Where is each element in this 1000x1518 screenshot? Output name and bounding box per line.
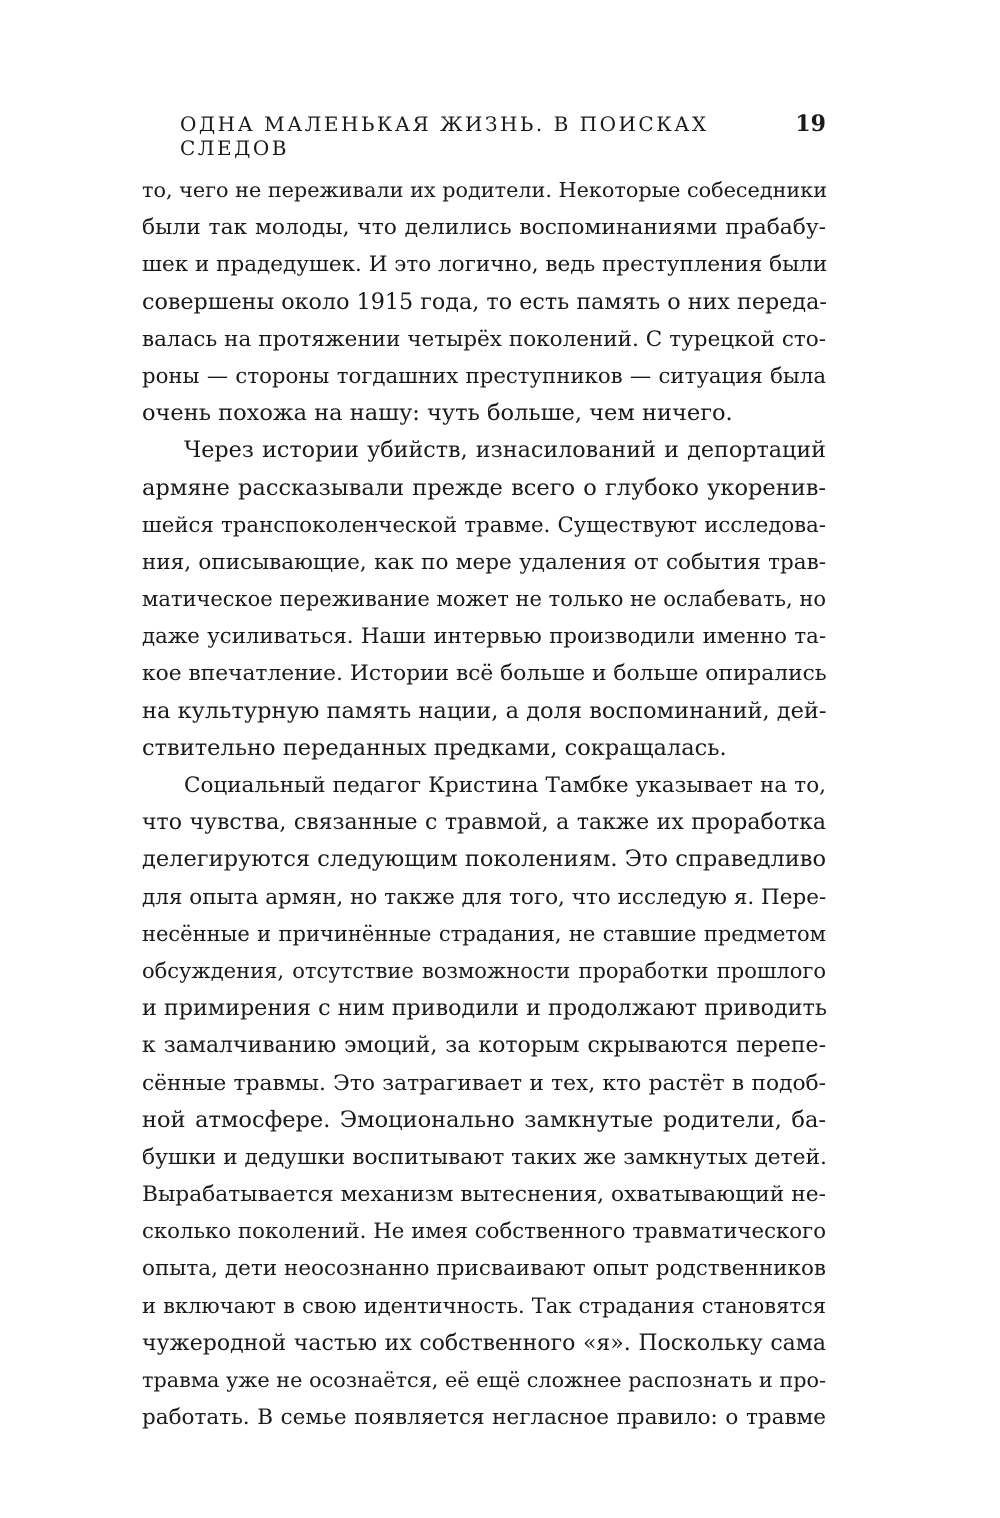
text-line: валась на протяжении четырёх поколений. С турецкой сто- [142,326,826,352]
text-line: сённые травмы. Это затрагивает и тех, кто растёт в подоб- [142,1070,826,1096]
text-line: то, чего не переживали их родители. Некоторые собеседники [142,178,828,202]
text-line: шейся транспоколенческой травме. Существуют исследова- [142,512,826,538]
text-line: делегируются следующим поколениям. Это справедливо [142,846,826,873]
text-line: совершены около 1915 года, то есть память о них переда- [142,288,827,315]
text-line: бушки и дедушки воспитывают таких же замкнутых детей. [142,1144,827,1170]
text-line: очень похожа на нашу: чуть больше, чем ничего. [142,400,733,427]
text-line: и включают в свою идентичность. Так страдания становятся [142,1293,826,1318]
text-line: для опыта армян, но также для того, что исследую я. Пере- [142,884,827,910]
text-line: роны — стороны тогдашних преступников — ситуация была [142,363,826,389]
text-line: армяне рассказывали прежде всего о глубоко укоренив- [142,474,826,501]
text-line: травма уже не осознаётся, её ещё сложнее распознать и про- [142,1368,826,1392]
text-line: несённые и причинённые страдания, не ставшие предметом [142,921,826,946]
text-line: шек и прадедушек. И это логично, ведь преступления были [142,252,828,278]
text-line: даже усиливаться. Наши интервью производили именно та- [142,624,826,650]
text-line: сколько поколений. Не имея собственного травматического [142,1219,826,1245]
text-line: ния, описывающие, как по мере удаления от события трав- [142,549,826,575]
text-line: матическое переживание может не только не ослабевать, но [142,587,826,612]
text-line: работать. В семье появляется негласное правило: о травме [142,1405,826,1431]
running-head [180,111,826,160]
text-line: опыта, дети неосознанно присваивают опыт родственников [142,1256,826,1282]
text-line: были так молоды, что делились воспоминаниями прабабу- [142,215,826,241]
text-line: кое впечатление. Истории всё больше и больше опирались [142,661,827,687]
text-line: Социальный педагог Кристина Тамбке указывает на то, [184,773,826,798]
text-line: Вырабатывается механизм вытеснения, охватывающий не- [142,1182,826,1208]
text-line: Через истории убийств, изнасилований и депортаций [184,437,826,464]
text-line: чужеродной частью их собственного «я». Поскольку сама [142,1330,826,1356]
text-line: к замалчиванию эмоций, за которым скрываются перепе- [142,1033,826,1059]
text-line: ной атмосфере. Эмоционально замкнутые родители, ба- [142,1106,826,1133]
text-line: ствительно переданных предками, сокращалась. [142,734,727,761]
running-head-title: ОДНА МАЛЕНЬКАЯ ЖИЗНЬ. В ПОИСКАХ СЛЕДОВ [180,112,709,160]
body-text [142,172,826,1436]
text-line: что чувства, связанные с травмой, а также их проработка [142,810,826,836]
text-line: и примирения с ним приводили и продолжают приводить [142,995,827,1022]
text-line: на культурную память нации, а доля воспоминаний, дей- [142,697,827,724]
text-line: обсуждения, отсутствие возможности проработки прошлого [142,958,826,983]
page-number: 19 [795,111,826,137]
